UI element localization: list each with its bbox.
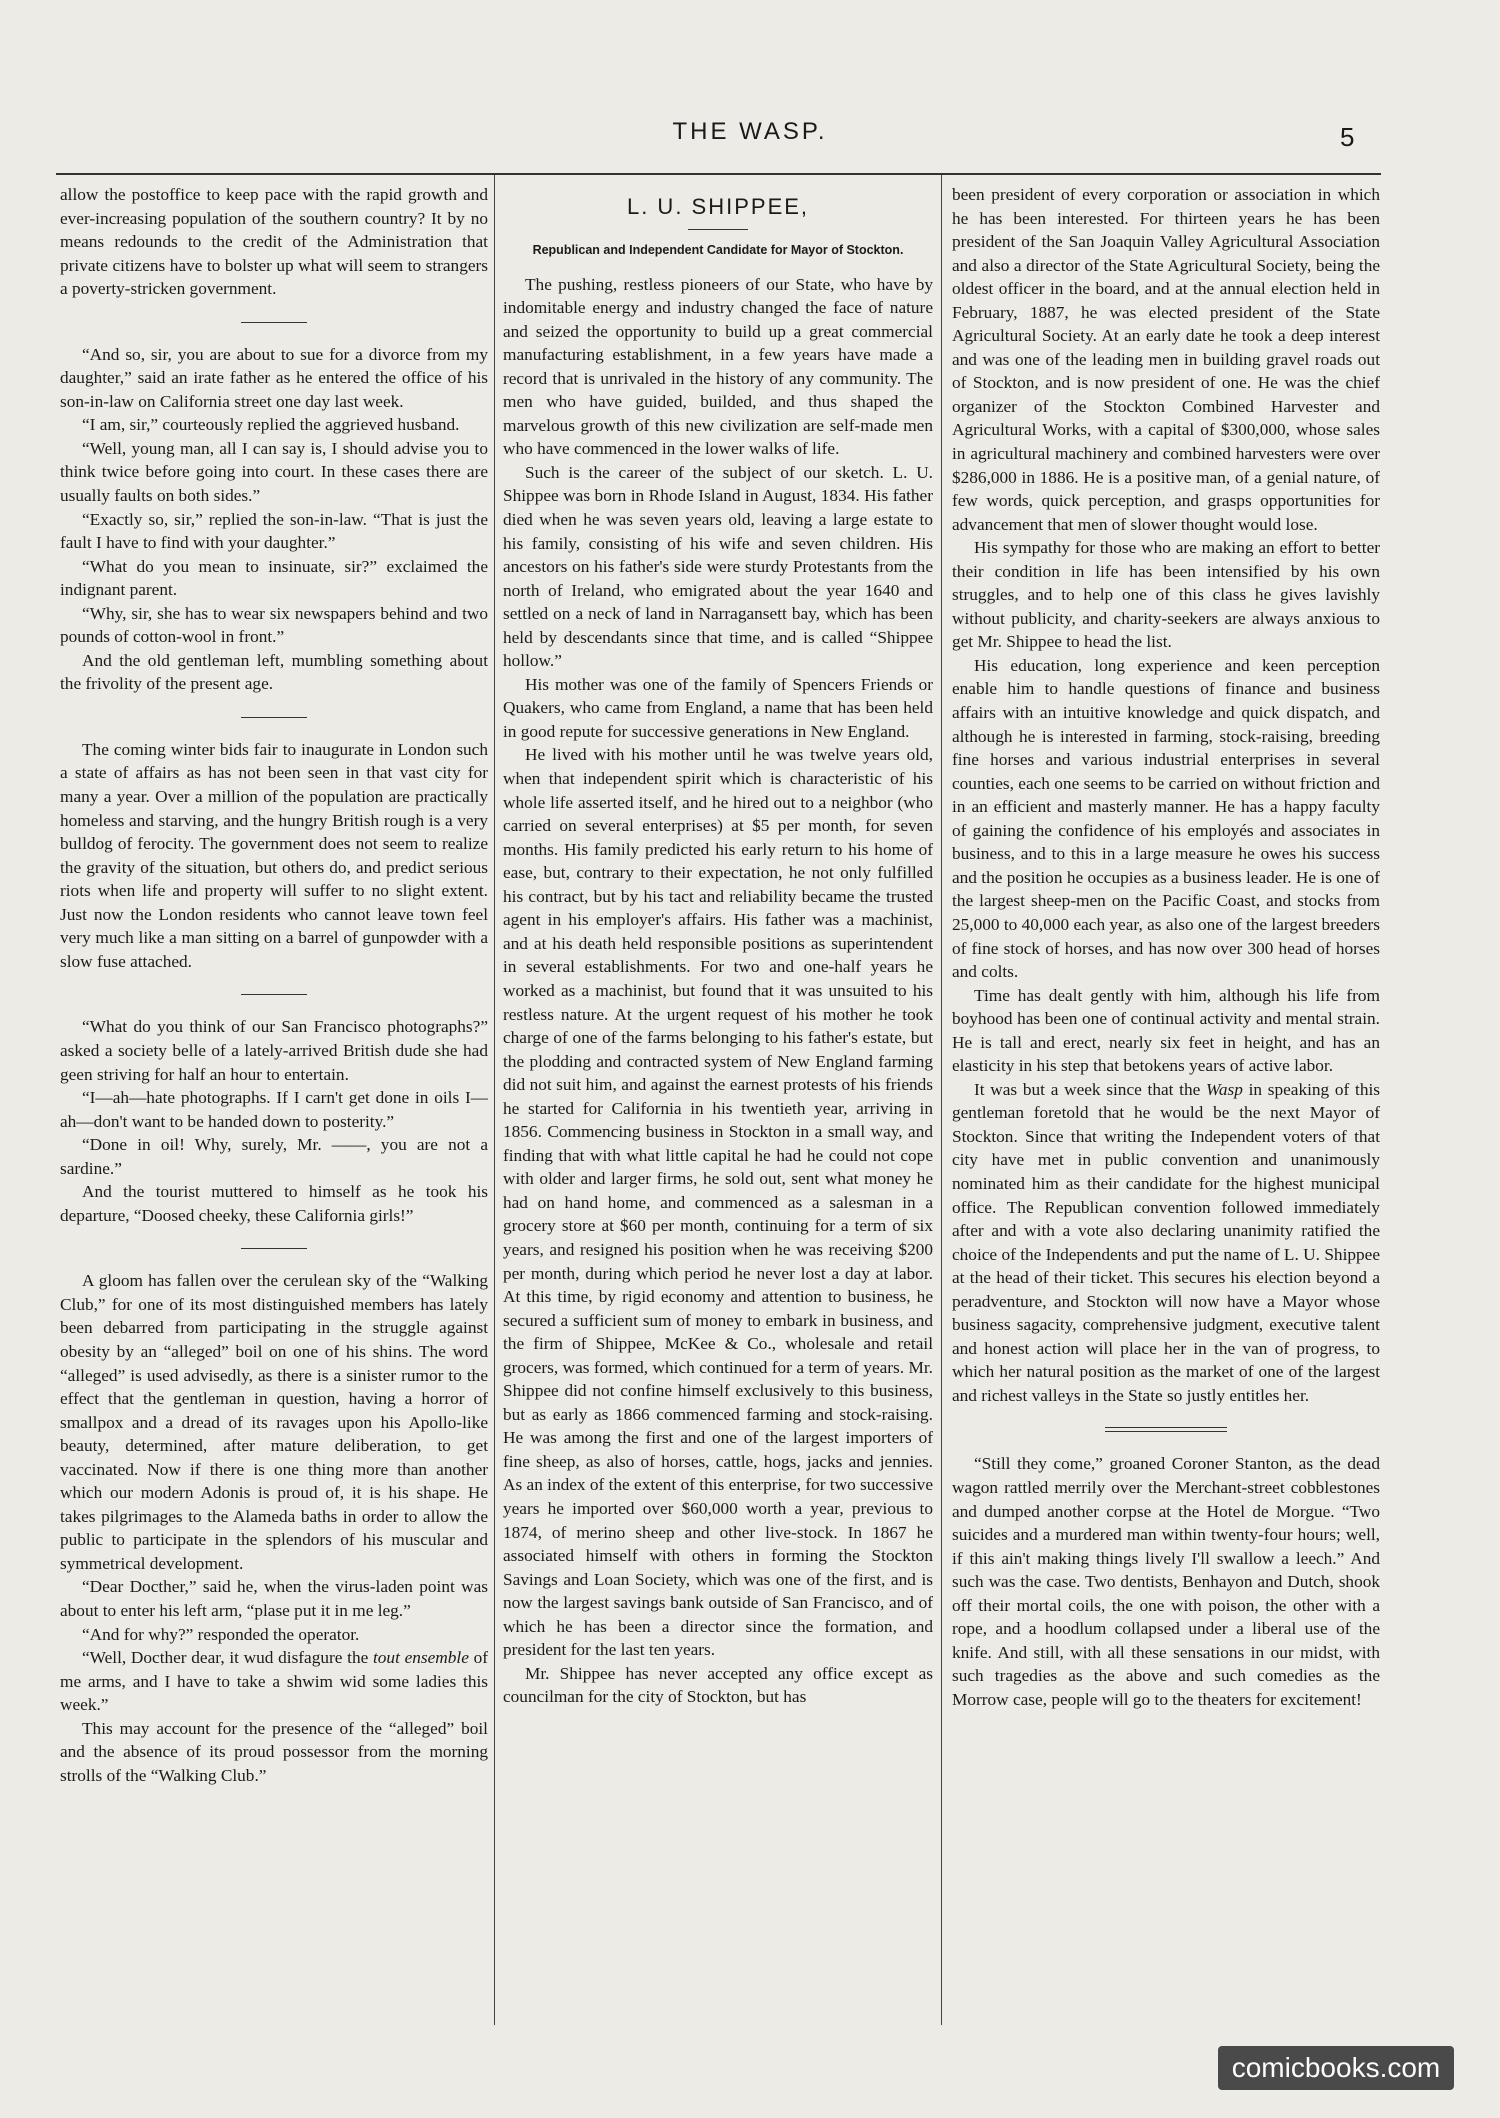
paragraph: A gloom has fallen over the cerulean sky of the “Walking Club,” for one of its most distinguished members has lately been debarred from participating in the struggle against obesity by an “alleged” boil on one of his shins. The word “alleged” is used advisedly, as there is a sinister rumor to the effect that the gentleman in question, having a horror of smallpox and a dread of its ravages upon his Apollo-like beauty, determined, after mature deliberation, to get vaccinated. Now if there is one thing more than another which our modern Adonis is proud of, it is his shape. He takes pilgrimages to the Alameda baths in order to allow the public to participate in the splendors of his muscular and symmetrical development. [60,1271,488,1573]
paragraph: His sympathy for those who are making an effort to better their condition in life has been intensified by his own struggles, and to help one of this class he gives lavishly without publicity, and charity-seekers are always anxious to get Mr. Shippee to head the list. [952,538,1380,652]
paragraph: This may account for the presence of the “alleged” boil and the absence of its proud possessor from the morning strolls of the “Walking Club.” [60,1718,488,1785]
italic-phrase: Wasp [1206,1079,1243,1099]
paragraph: “What do you think of our San Francisco photographs?” asked a society belle of a lately-arrived British dude she had geen striving for half an hour to entertain. [60,1017,488,1084]
text-run: in speaking of this gentleman foretold that he would be the next Mayor of Stockton. Since that writing the Independent voters of that city have met in public convention and unanimously nominated him as their candidate for the highest municipal office. The Republican convention followed immediately after and with a vote also declaring unanimity ratified the choice of the Independents and put the name of L. U. Shippee at the head of their ticket. This secures his election beyond a peradventure, and Stockton will now have a Mayor whose business sagacity, comprehensive judgment, executive talent and honest action will place her in the van of progress, to which her natural position as the market of one of the largest and richest valleys in the State so justly entitles her. [952,1079,1380,1405]
header-rule [56,173,1381,175]
paragraph: “Done in oil! Why, surely, Mr. ——, you are not a sardine.” [60,1135,488,1178]
double-separator [1105,1427,1227,1432]
paragraph: allow the postoffice to keep pace with the rapid growth and ever-increasing population of the southern country? It by no means redounds to the credit of the Administration that private citizens have to bolster up what will seem to strangers a poverty-stricken government. [60,185,488,299]
column-1 [60,183,488,2023]
section-separator [241,994,307,995]
article-headline: L. U. SHIPPEE, [626,194,810,219]
section-separator [241,322,307,323]
paragraph: The pushing, restless pioneers of our State, who have by indomitable energy and industry changed the face of nature and seized the opportunity to build up a great commercial manufacturing establishment, in a few years have made a record that is unrivaled in the history of any community. The men who have guided, builded, and thus shaped the marvelous growth of this new civilization are self-made men who have commenced in the lower walks of life. [503,274,933,459]
paragraph: His education, long experience and keen perception enable him to handle questions of finance and business affairs with an intuitive knowledge and quick dispatch, and although he is interested in farming, stock-raising, breeding fine horses and various industrial enterprises in several counties, each one seems to be carried on without friction and in an efficient and masterly manner. He has a happy faculty of gaining the confidence of his employés and associates in business, and to this in a large measure he owes his success and the position he occupies as a business leader. He is one of the largest sheep-men on the Pacific Coast, and stocks from 25,000 to 40,000 each year, as also one of the largest breeders of fine stock of horses, and has now over 300 head of horses and colts. [952,655,1380,982]
column-3 [952,183,1380,2023]
text-run: It was but a week since that the [974,1079,1207,1099]
paragraph: Time has dealt gently with him, although his life from boyhood has been one of continual activity and mental strain. He is tall and erect, nearly six feet in height, and has an elasticity in his step that betokens years of active labor. [952,985,1380,1076]
column-2 [503,183,933,2023]
section-separator [241,1248,307,1249]
column-divider-1 [494,175,495,2025]
paragraph: He lived with his mother until he was twelve years old, when that independent spirit which is characteristic of his whole life asserted itself, and he hired out to a neighbor (who carried on several enterprises) at $5 per month, for seven months. His family predicted his early return to his home of ease, but, contrary to their expectation, he not only fulfilled his contract, but by his tact and reliability became the trusted agent in his employer's affairs. His father was a machinist, and at his death held responsible positions as superintendent in several establishments. For two and one-half years he worked as a machinist, but found that it was unsuited to his restless nature. At the urgent request of his mother he took charge of one of the farms belonging to his father's estate, but the plodding and contracted system of New England farming did not suit him, and against the earnest protests of his friends he started for California in his twentieth year, arriving in 1856. Commencing business in Stockton in a small way, and finding that with what little capital he had he could not cope with older and larger firms, he sold out, sent what money he had on hand home, and commenced as a salesman in a grocery store at $60 per month, continuing for a term of six years, and resigned his position when he was receiving $200 per month, during which period he never lost a day at labor. At this time, by rigid economy and attention to business, he secured a sufficient sum of money to embark in business, and the firm of Shippee, McKee & Co., wholesale and retail grocers, was formed, which continued for a term of years. Mr. Shippee did not confine himself exclusively to this business, but as early as 1866 commenced farming and stock-raising. He was among the first and one of the largest importers of fine sheep, as also of horses, cattle, hogs, jacks and jennies. As an index of the extent of this enterprise, for two successive years he imported over $60,000 worth a year, previous to 1874, of merino sheep and other live-stock. In 1867 he associated himself with others in forming the Stockton Savings and Loan Society, which was one of the first, and is now the largest savings bank outside of San Francisco, and of which he has been a director since the formation, and president for the last ten years. [503,745,933,1660]
paragraph [952,1078,1380,1408]
paragraph: “And for why?” responded the operator. [82,1624,360,1644]
headline-rule [688,229,748,230]
column-divider-2 [941,175,942,2025]
italic-phrase: tout ensemble [372,1648,469,1668]
text-run: of me arms, and I have to take a shwim wid some ladies this week.” [60,1648,488,1715]
paragraph: “What do you mean to insinuate, sir?” exclaimed the indignant parent. [60,556,488,600]
paragraph: “And so, sir, you are about to sue for a divorce from my daughter,” said an irate father as he entered the office of his son-in-law on California street one day last week. [60,344,488,411]
paragraph: “Still they come,” groaned Coroner Stanton, as the dead wagon rattled merrily over the Merchant-street cobblestones and dumped another corpse at the Hotel de Morgue. “Two suicides and a murdered man within twenty-four hours; well, if this ain't making things lively I'll swallow a leech.” And such was the case. Two dentists, Benhayon and Dutch, shook off their mortal coils, the one with poison, the other with a rope, and a hoodlum collapsed under a liberal use of the knife. And still, with all these sensations in our midst, with such tragedies as the above and such comedies as the Morrow case, people will go to the theaters for excitement! [952,1454,1380,1709]
paragraph: And the tourist muttered to himself as he took his departure, “Doosed cheeky, these California girls!” [60,1182,488,1225]
paragraph: His mother was one of the family of Spencers Friends or Quakers, who came from England, a name that has been held in good repute for successive generations in New England. [503,674,933,741]
paragraph: “I—ah—hate photographs. If I carn't get done in oils I—ah—don't want to be handed down to posterity.” [60,1088,488,1131]
section-separator [241,717,307,718]
paragraph: “Well, young man, all I can say is, I should advise you to think twice before going into court. In these cases there are usually faults on both sides.” [60,438,488,506]
page-number: 5 [1340,122,1355,152]
paragraph: And the old gentleman left, mumbling something about the frivolity of the present age. [60,650,488,694]
paragraph: been president of every corporation or association in which he has been interested. For thirteen years he has been president of the San Joaquin Valley Agricultural Association and also a director of the State Agricultural Society, being the oldest officer in the board, and at the annual election held in February, 1887, he was elected president of the State Agricultural Society. At an early date he took a deep interest and was one of the leading men in building gravel roads out of Stockton, and is now president of one. He was the chief organizer of the Stockton Combined Harvester and Agricultural Works, with a capital of $300,000, whose sales in agricultural machinery and combined harvesters were over $286,000 in 1886. He is a positive man, of a genial nature, of few words, quick perception, and grasps opportunities for advancement that men of slower thought would lose. [952,185,1380,534]
paragraph: “I am, sir,” courteously replied the aggrieved husband. [82,415,460,435]
article-subheadline: Republican and Independent Candidate for Mayor of Stockton. [532,242,904,257]
masthead: THE WASP. [672,118,828,145]
paragraph: Mr. Shippee has never accepted any office except as councilman for the city of Stockton, but has [503,1663,933,1707]
site-watermark: comicbooks.com [1218,2046,1454,2090]
paragraph: “Exactly so, sir,” replied the son-in-law. “That is just the fault I have to find with your daughter.” [60,509,488,553]
paragraph: The coming winter bids fair to inaugurate in London such a state of affairs as has not been seen in that vast city for many a year. Over a million of the population are practically homeless and starving, and the hungry British rough is a very bulldog of ferocity. The government does not seem to realize the gravity of the situation, but others do, and predict serious riots when life and property will suffer to no slight extent. Just now the London residents who cannot leave town feel very much like a man sitting on a barrel of gunpowder with a slow fuse attached. [60,739,488,971]
text-run: “Well, Docther dear, it wud disfagure the [82,1648,373,1668]
paragraph: “Dear Docther,” said he, when the virus-laden point was about to enter his left arm, “plase put it in me leg.” [60,1577,488,1620]
paragraph: Such is the career of the subject of our sketch. L. U. Shippee was born in Rhode Island in August, 1834. His father died when he was seven years old, leaving a large estate to his family, consisting of his wife and seven children. His ancestors on his father's side were sturdy Protestants from the north of Ireland, who emigrated about the year 1640 and settled on a neck of land in Narragansett bay, which has been held by descendants since that time, and is called “Shippee hollow.” [503,462,933,671]
paragraph [60,1646,488,1717]
paragraph: “Why, sir, she has to wear six newspapers behind and two pounds of cotton-wool in front.” [60,603,488,647]
